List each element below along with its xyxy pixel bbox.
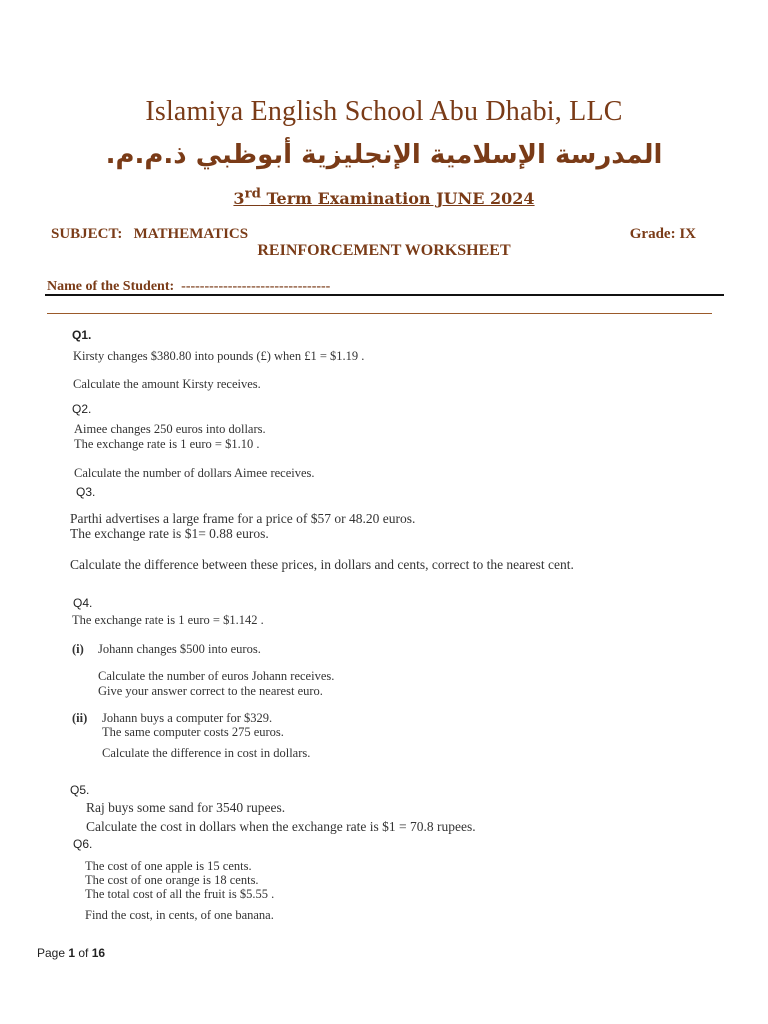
worksheet-title: REINFORCEMENT WORKSHEET [257, 242, 511, 259]
q6-label: Q6. [73, 837, 93, 851]
q5-line2: Calculate the cost in dollars when the exchange rate is $1 = 70.8 rupees. [86, 819, 476, 834]
q6-line4: Find the cost, in cents, of one banana. [85, 908, 274, 922]
term-number: 3 [233, 189, 245, 209]
q4-part-ii-label: (ii) [72, 711, 88, 725]
q3-label: Q3. [76, 485, 96, 499]
q4-label: Q4. [73, 596, 93, 610]
q6-line3: The total cost of all the fruit is $5.55 . [85, 887, 275, 901]
q1-line2: Calculate the amount Kirsty receives. [73, 377, 261, 391]
q2-line2: The exchange rate is 1 euro = $1.10 . [74, 437, 260, 451]
header-divider-brown [47, 313, 712, 314]
school-name-arabic: المدرسة الإسلامية الإنجليزية أبوظبي ذ.م.م. [105, 140, 663, 170]
subject-label: SUBJECT: MATHEMATICS [51, 226, 249, 242]
q4-line1: The exchange rate is 1 euro = $1.142 . [72, 613, 264, 627]
page-of: of [75, 946, 92, 960]
q2-line3: Calculate the number of dollars Aimee receives. [74, 466, 315, 480]
q2-label: Q2. [72, 402, 92, 416]
q5-label: Q5. [70, 783, 90, 797]
q4-part-ii-line3: Calculate the difference in cost in dollars. [102, 746, 311, 760]
page-current: 1 [68, 946, 76, 960]
page-total: 16 [91, 946, 106, 960]
q4-part-i-label: (i) [72, 642, 84, 656]
q3-line2: The exchange rate is $1= 0.88 euros. [70, 526, 269, 541]
exam-term-title [0, 186, 768, 208]
q4-part-i-line2: Calculate the number of euros Johann receives. [98, 669, 335, 683]
grade-label: Grade: IX [629, 226, 696, 242]
school-name-english: Islamiya English School Abu Dhabi, LLC [145, 96, 623, 127]
q4-part-i-line1: Johann changes $500 into euros. [98, 642, 261, 656]
term-ordinal: rd [244, 186, 261, 202]
q2-line1: Aimee changes 250 euros into dollars. [74, 422, 266, 436]
q3-line1: Parthi advertises a large frame for a price of $57 or 48.20 euros. [70, 511, 416, 526]
q4-part-ii-line2: The same computer costs 275 euros. [102, 725, 284, 739]
student-name-field: Name of the Student: -------------------------------- [47, 279, 331, 294]
q4-part-ii-line1: Johann buys a computer for $329. [102, 711, 273, 725]
q3-line3: Calculate the difference between these prices, in dollars and cents, correct to the nearest cent. [70, 557, 574, 572]
q4-part-i-line3: Give your answer correct to the nearest euro. [98, 684, 323, 698]
q5-line1: Raj buys some sand for 3540 rupees. [86, 800, 286, 815]
term-rest: Term Examination JUNE 2024 [260, 189, 535, 209]
q6-line2: The cost of one orange is 18 cents. [85, 873, 259, 887]
header-divider-black [45, 294, 724, 296]
q1-label: Q1. [72, 328, 92, 342]
q1-line1: Kirsty changes $380.80 into pounds (£) when £1 = $1.19 . [73, 349, 365, 363]
q6-line1: The cost of one apple is 15 cents. [85, 859, 252, 873]
page-number [37, 946, 105, 960]
page-word: Page [37, 946, 69, 960]
